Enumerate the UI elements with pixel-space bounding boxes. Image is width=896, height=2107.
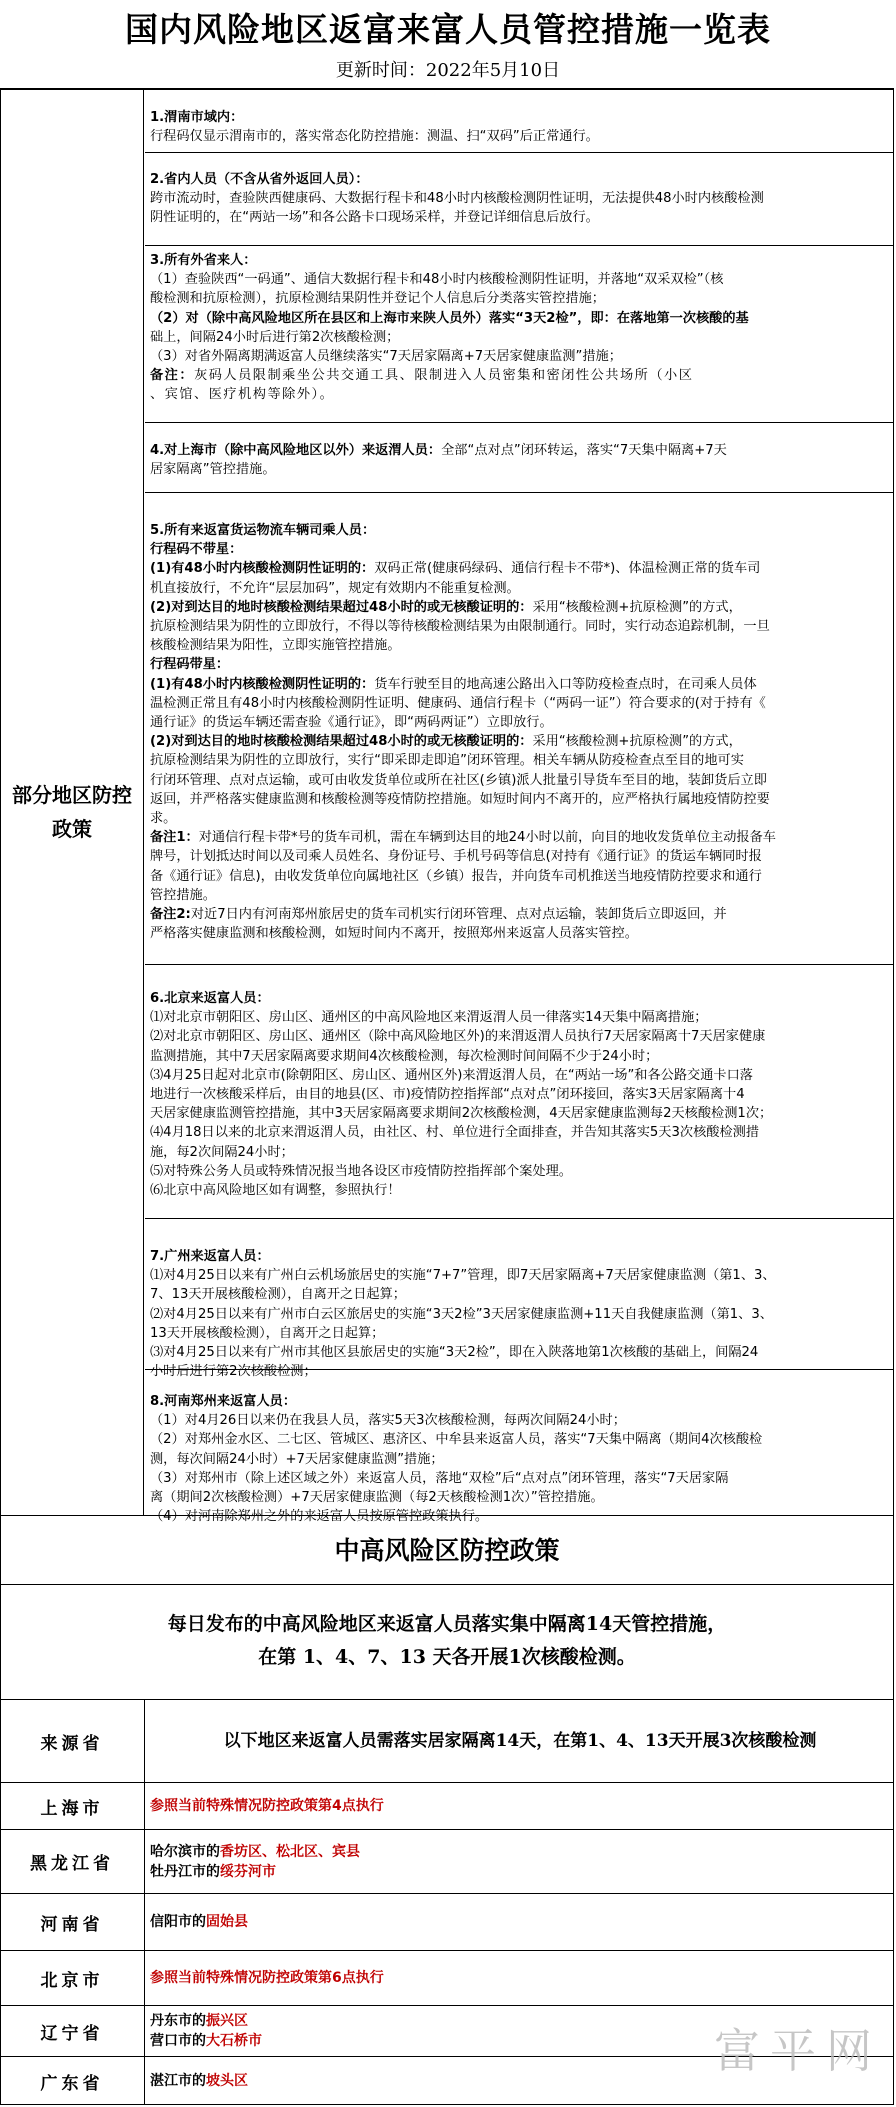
region-cell (150, 1951, 890, 2005)
section-text: 测，每次间隔24小时）+7天居家健康监测”措施； (150, 1451, 444, 1467)
table-row (0, 1783, 894, 1830)
province-cell: 辽宁省 (0, 2006, 145, 2056)
section-text: 抗原检测结果为阴性的立即放行，不得以等待核酸检测结果为由限制通行。同时，实行动态追踪机制，一旦 (150, 619, 770, 635)
province-cell: 黑龙江省 (0, 1830, 145, 1893)
section-text: 通行证》的货运车辆还需查验《通行证》，即“两码两证”）立即放行。 (150, 715, 553, 731)
section-text: ⑵对4月25日以来有广州市白云区旅居史的实施“3天2检”3天居家健康监测+11天自我健康监测（第1、3、 (150, 1306, 773, 1322)
item-label: (1)有48小时内核酸检测阴性证明的： (150, 676, 375, 692)
section-text: ⑶4月25日起对北京市(除朝阳区、房山区、通州区外)来渭返渭人员，在“两站一场”和各公路交通卡口落 (150, 1067, 753, 1083)
section-text: 7、13天开展核酸检测），自离开之日起算； (150, 1287, 406, 1303)
header-content: 以下地区来返富人员需落实居家隔离14天，在第1、4、13天开展3次核酸检测 (223, 1731, 817, 1751)
section-text: ⑴对北京市朝阳区、房山区、通州区的中高风险地区来渭返渭人员一律落实14天集中隔离措施； (150, 1010, 708, 1026)
region-cell (150, 1783, 890, 1829)
update-label: 更新时间： (335, 60, 426, 81)
region-city: 哈尔滨市的 (150, 1843, 220, 1860)
section-text: 双码正常(健康码绿码、通信行程卡不带*)、体温检测正常的货车司 (374, 561, 761, 577)
section-heading: 2.省内人员（不含从省外返回人员）： (150, 172, 369, 187)
region-city: 信阳市的 (150, 1914, 206, 1930)
section-text: （2）对（除中高风险地区所在县区和上海市来陕人员外）落实“3天2检”，即：在落地第一次核酸的基 (150, 310, 749, 326)
note-text: 灰码人员限制乘坐公共交通工具、限制进入人员密集和密闭性公共场所（小区 (194, 368, 694, 384)
section-text: 天居家健康监测管控措施，其中3天居家隔离要求期间2次核酸检测，4天居家健康监测每2天核酸检测1次； (150, 1106, 773, 1122)
mid-risk-description (0, 1585, 894, 1700)
section-text: 行闭环管理、点对点运输，或可由收发货单位或所在社区(乡镇)派人批量引导货车至目的地，装卸货后立即 (150, 772, 767, 788)
note-text: 严格落实健康监测和核酸检测，如短时间内不离开，按照郑州来返富人员落实管控。 (150, 926, 638, 942)
mid-risk-desc-line2: 在第 1、4、7、13 天各开展1次核酸检测。 (258, 1646, 636, 1668)
section-heading: 8.河南郑州来返富人员： (150, 1394, 297, 1409)
region-red-text: 绥芬河市 (220, 1863, 276, 1880)
table-row (0, 1894, 894, 1951)
item-label: (2)对到达目的地时核酸检测结果超过48小时的或无核酸证明的： (150, 734, 533, 750)
region-red-text: 参照当前特殊情况防控政策第6点执行 (150, 1970, 384, 1986)
region-city: 湛江市的 (150, 2073, 206, 2089)
section-text: ⑴对4月25日以来有广州白云机场旅居史的实施“7+7”管理，即7天居家隔离+7天居家健康监测（第1、3、 (150, 1268, 776, 1284)
section-text: ⑷4月18日以来的北京来渭返渭人员，由社区、村、单位进行全面排查，并告知其落实5天3次核酸检测措 (150, 1125, 760, 1141)
note-text: 管控措施。 (150, 887, 216, 903)
section-text: ⑹北京中高风险地区如有调整，参照执行！ (150, 1183, 401, 1199)
section-text: 求。 (150, 811, 177, 827)
policy-section-7 (145, 1219, 894, 1380)
section-text: 施，每2次间隔24小时； (150, 1144, 294, 1160)
section-text: 监测措施，其中7天居家隔离要求期间4次核酸检测，每次检测时间间隔不少于24小时； (150, 1048, 659, 1064)
section-text: （3）对省外隔离期满返富人员继续落实“7天居家隔离+7天居家健康监测”措施； (150, 349, 622, 365)
update-time (0, 56, 896, 86)
province-cell: 北京市 (0, 1951, 145, 2005)
section-heading: 1.渭南市域内： (150, 110, 244, 125)
section-text: 础上，间隔24小时后进行第2次核酸检测； (150, 329, 400, 345)
region-red-text: 香坊区、松北区、宾县 (220, 1843, 360, 1860)
mid-risk-title: 中高风险区防控政策 (0, 1515, 894, 1585)
region-city: 丹东市的 (150, 2013, 206, 2029)
section-heading: 4.对上海市（除中高风险地区以外）来返渭人员： (150, 443, 442, 458)
section-text: 行程码仅显示渭南市的，落实常态化防控措施：测温、扫“双码”后正常通行。 (150, 129, 599, 145)
table-row (0, 1951, 894, 2006)
section-heading: 7.广州来返富人员： (150, 1249, 270, 1264)
note-text: 、宾馆、医疗机构等除外）。 (150, 387, 335, 403)
region-red-text: 参照当前特殊情况防控政策第4点执行 (150, 1798, 384, 1814)
table-header-row (0, 1700, 894, 1783)
subheading-with-star: 行程码带星： (150, 657, 230, 673)
policy-section-1 (145, 90, 894, 153)
note-text: 牌号，计划抵达时间以及司乘人员姓名、身份证号、手机号码等信息(对持有《通行证》的货运车辆同时报 (150, 849, 762, 865)
section-text: 阴性证明的，在“两站一场”和各公路卡口现场采样，并登记详细信息后放行。 (150, 210, 599, 226)
region-cell (150, 1894, 890, 1950)
province-cell: 广东省 (0, 2057, 145, 2105)
note-text: 备《通行证》信息)，由收发货单位向属地社区（乡镇）报告，并向货车司机推送当地疫情防控要求和通行 (150, 868, 762, 884)
section-text: 小时后进行第2次核酸检测； (150, 1364, 317, 1380)
section-text: ⑵对北京市朝阳区、房山区、通州区（除中高风险地区外)的来渭返渭人员执行7天居家隔离十7天居家健康 (150, 1029, 766, 1045)
policy-section-6 (145, 965, 894, 1219)
item-label: (1)有48小时内核酸检测阴性证明的： (150, 561, 375, 577)
section-text: 13天开展核酸检测），自离开之日起算； (150, 1325, 385, 1341)
section-heading: 5.所有来返富货运物流车辆司乘人员： (150, 523, 376, 538)
policy-section-4 (145, 423, 894, 493)
region-red-text: 振兴区 (206, 2013, 248, 2029)
section-text: 全部“点对点”闭环转运，落实“7天集中隔离+7天 (441, 443, 727, 458)
policy-section-3 (145, 246, 894, 423)
region-red-text: 坡头区 (206, 2073, 248, 2089)
province-cell: 河南省 (0, 1894, 145, 1950)
note-label: 备注2: (150, 907, 191, 923)
section-text: （4）对河南除郑州之外的来返富人员按原管控政策执行。 (150, 1509, 489, 1525)
header-province: 来源省 (0, 1700, 145, 1782)
section-text: 核酸检测结果为阳性，立即实施管控措施。 (150, 638, 401, 654)
table-row (0, 1830, 894, 1894)
item-label: (2)对到达目的地时核酸检测结果超过48小时的或无核酸证明的： (150, 599, 533, 615)
category-label-line2: 政策 (52, 817, 92, 841)
section-text: 采用“核酸检测+抗原检测”的方式， (532, 599, 742, 615)
subheading-no-star: 行程码不带星： (150, 542, 243, 558)
note-label: 备注1： (150, 830, 199, 846)
mid-risk-desc-line1: 每日发布的中高风险地区来返富人员落实集中隔离14天管控措施， (167, 1613, 727, 1635)
section-text: 跨市流动时，查验陕西健康码、大数据行程卡和48小时内核酸检测阴性证明，无法提供48小时内核酸检测 (150, 191, 764, 207)
policy-section-2 (145, 153, 894, 246)
note-text: 对通信行程卡带*号的货车司机，需在车辆到达目的地24小时以前，向目的地收发货单位主动报备车 (198, 830, 776, 846)
section-text: 居家隔离”管控措施。 (150, 462, 276, 478)
region-red-text: 固始县 (206, 1914, 248, 1930)
left-category-column (0, 90, 144, 1515)
section-text: 采用“核酸检测+抗原检测”的方式， (532, 734, 742, 750)
section-text: 地进行一次核酸采样后，由目的地县(区、市)疫情防控指挥部“点对点”闭环接回，落实3天居家隔离十4 (150, 1087, 745, 1103)
section-text: （1）对4月26日以来仍在我县人员，落实5天3次核酸检测，每两次间隔24小时； (150, 1413, 626, 1429)
section-text: （3）对郑州市（除上述区域之外）来返富人员，落地“双检”后“点对点”闭环管理，落实“7天居家隔 (150, 1470, 729, 1486)
policy-section-8 (145, 1370, 894, 1525)
region-cell (150, 1830, 890, 1893)
watermark: 富平网 (714, 2024, 882, 2078)
note-text: 对近7日内有河南郑州旅居史的货车司机实行闭环管理、点对点运输，装卸货后立即返回，并 (190, 907, 727, 923)
section-text: （1）查验陕西“一码通”、通信大数据行程卡和48小时内核酸检测阴性证明，并落地“双采双检”（核 (150, 272, 724, 288)
section-heading: 6.北京来返富人员： (150, 991, 270, 1006)
region-red-text: 大石桥市 (206, 2033, 262, 2049)
policy-section-5 (145, 493, 894, 965)
section-text: 离（期间2次核酸检测）+7天居家健康监测（每2天核酸检测1次）”管控措施。 (150, 1490, 604, 1506)
region-city: 牡丹江市的 (150, 1863, 220, 1880)
section-text: 酸检测和抗原检测），抗原检测结果阴性并登记个人信息后分类落实管控措施； (150, 291, 605, 307)
section-text: 货车行驶至目的地高速公路出入口等防疫检查点时，在司乘人员体 (374, 676, 757, 692)
section-text: ⑶对4月25日以来有广州市其他区县旅居史的实施“3天2检”，即在入陕落地第1次核酸的基础上，间隔24 (150, 1345, 759, 1361)
category-label (6, 778, 138, 846)
category-label-line1: 部分地区防控 (12, 783, 132, 807)
section-text: 机直接放行，不允许“层层加码”，规定有效期内不能重复检测。 (150, 580, 520, 596)
section-text: （2）对郑州金水区、二七区、管城区、惠济区、中牟县来返富人员，落实“7天集中隔离（期间4次核酸检 (150, 1432, 763, 1448)
page-title: 国内风险地区返富来富人员管控措施一览表 (125, 10, 771, 49)
region-city: 营口市的 (150, 2033, 206, 2049)
update-date: 2022年5月10日 (425, 60, 561, 81)
section-text: 抗原检测结果为阴性的立即放行，实行“即采即走即追”闭环管理。相关车辆从防疫检查点至目的地可实 (150, 753, 744, 769)
note-label: 备注： (150, 368, 195, 384)
section-text: ⑸对特殊公务人员或特殊情况报当地各设区市疫情防控指挥部个案处理。 (150, 1163, 572, 1179)
province-cell: 上海市 (0, 1783, 145, 1829)
section-text: 温检测正常且有48小时内核酸检测阴性证明、健康码、通信行程卡（“两码一证”）符合要求的(对于持有《 (150, 695, 766, 711)
section-heading: 3.所有外省来人： (150, 253, 257, 268)
section-text: 返回，并严格落实健康监测和核酸检测等疫情防控措施。如短时间内不离开的，应严格执行属地疫情防控要 (150, 791, 770, 807)
